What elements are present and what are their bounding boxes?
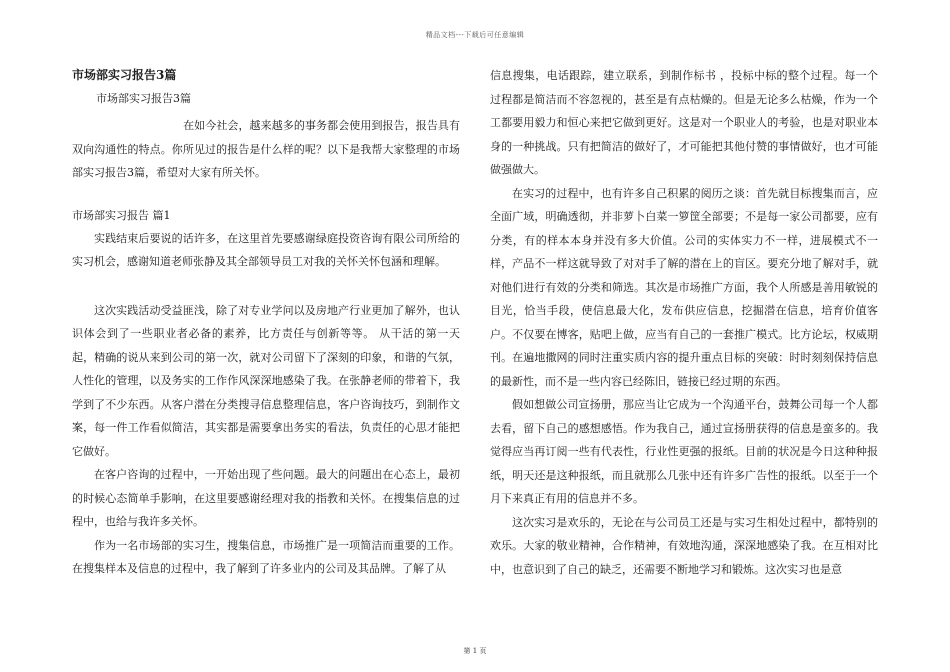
right-column [490, 64, 878, 581]
paragraph: 实践结束后要说的话许多，在这里首先要感谢绿庭投资咨询有限公司所给的实习机会，感谢知道老师张静及其全部领导员工对我的关怀关怀包涵和理解。 [72, 231, 460, 268]
document-subtitle: 市场部实习报告3篇 [96, 92, 191, 105]
paragraph: 这次实习是欢乐的，无论在与公司员工还是与实习生相处过程中，都特别的欢乐。大家的敬业精神，合作精神，有效地沟通，深深地感染了我。在互相对比中，也意识到了自己的缺乏，还需要不断地学习和锻炼。这次实习也是意 [490, 515, 878, 576]
section-title: 市场部实习报告 篇1 [72, 208, 171, 222]
intro-text: 在如今社会，越来越多的事务都会使用到报告，报告具有双向沟通性的特点。你所见过的报告是什么样的呢？以下是我帮大家整理的市场部实习报告3篇，希望对大家有所关怀。 [72, 119, 460, 179]
intro-paragraph [72, 110, 460, 185]
paragraph: 作为一名市场部的实习生，搜集信息，市场推广是一项简洁而重要的工作。在搜集样本及信息的过程中，我了解到了许多业内的公司及其品牌。了解了从 [72, 538, 460, 575]
paragraph: 这次实践活动受益匪浅，除了对专业学问以及房地产行业更加了解外，也认识体会到了一些职业者必备的素养，比方责任与创新等等。 从干活的第一天起，精确的说从来到公司的第一次，就对公司留下了深刻的印象，和谐的气氛，人性化的管理，以及务实的工作作风深深地感染了我。在张静老师的带着下，我学到了不少东西。从客户潜在分类搜寻信息整理信息，客户咨询技巧，到制作文案，每一件工作看似简洁，其实都是需要拿出务实的看法，负责任的心思才能把它做好。 [72, 303, 460, 458]
left-column [72, 64, 460, 581]
paragraph: 假如想做公司宣扬册，那应当让它成为一个沟通平台，鼓舞公司每一个人都去看，留下自己的感想感悟。作为我自己，通过宣扬册获得的信息是蛮多的。我觉得应当再订阅一些有代表性，行业性更强的报纸。目前的状况是今日这种种报纸，明天还是这种报纸，而且就那么几张中还有许多广告性的报纸。以至于一个月下来真正有用的信息并不多。 [490, 398, 878, 505]
page-header-note: 精品文档---下载后可任意编辑 [425, 31, 525, 39]
document-title: 市场部实习报告3篇 [72, 68, 177, 82]
paragraph: 信息搜集，电话跟踪，建立联系，到制作标书 ，投标中标的整个过程。每一个过程都是简洁而不容忽视的，甚至是有点枯燥的。但是无论多么枯燥，作为一个工都要用毅力和恒心来把它做到更好。这是对一个职业人的考验，也是对职业本身的一种挑战。只有把简洁的做好了，才可能把其他付赞的事情做好，也才可能做强做大。 [490, 69, 878, 176]
page-number: 第 1 页 [463, 647, 487, 655]
paragraph: 在客户咨询的过程中，一开始出现了些问题。最大的问题出在心态上，最初的时候心态简单手影响，在这里要感谢经理对我的指教和关怀。在搜集信息的过程中，也给与我许多关怀。 [72, 468, 460, 528]
paragraph: 在实习的过程中，也有许多自己积累的阅历之谈：首先就目标搜集而言，应全面广域，明确透彻，并非萝卜白菜一箩筐全部要；不是每一家公司都要，应有分类，有的样本本身并没有多大价值。公司的实体实力不一样，进展模式不一样，产品不一样这就导致了对对手了解的潜在上的盲区。要充分地了解对手，就对他们进行有效的分类和筛选。其次是市场推广方面，我个人所感是善用敏锐的目光，恰当手段，使信息最大化，发布供应信息，挖掘潜在信息，培育价值客户。不仅要在博客，贴吧上做，应当有自己的一套推广模式。比方论坛，权威期刊。在遍地撒网的同时注重实质内容的提升重点目标的突破：时时刻刻保持信息的最新性，而不是一些内容已经陈旧，链接已经过期的东西。 [490, 186, 878, 388]
